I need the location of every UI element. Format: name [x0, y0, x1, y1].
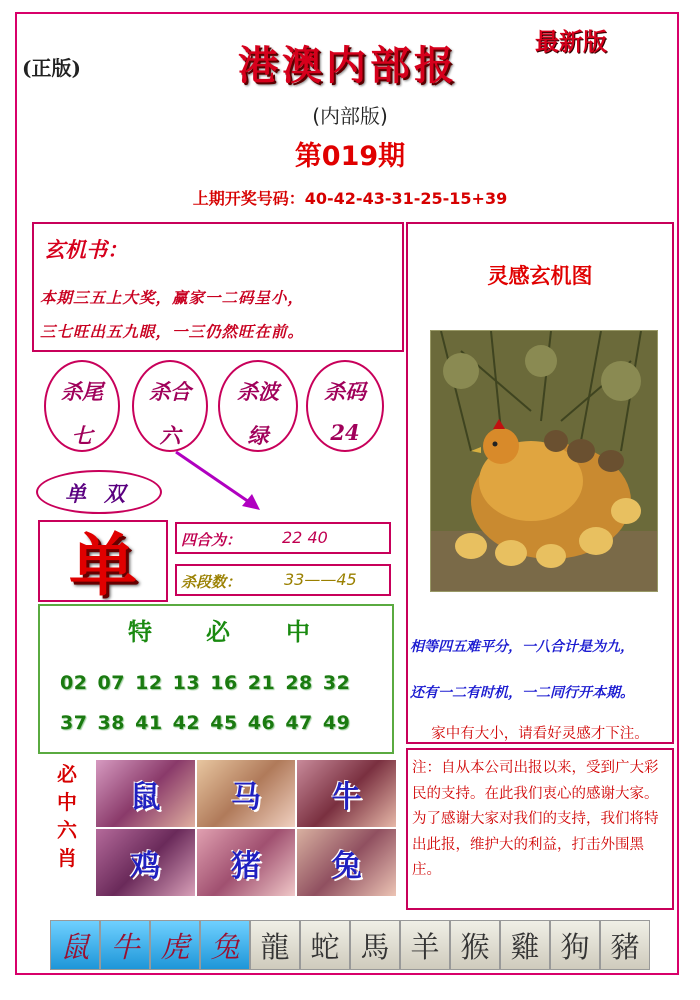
sihe-value: 22 40 [282, 528, 328, 547]
oval-value: 绿 [247, 423, 269, 448]
zodiac-char: 鸡 [130, 848, 161, 884]
zodiac-bar [50, 920, 650, 970]
zodiac-tile: 雞 [500, 920, 550, 970]
note-text: 注：自从本公司出报以来，受到广大彩民的支持。在此我们衷心的感谢大家。为了感谢大家对我们的支持，我们将特出此报，维护大的利益，打击外围黑庄。 [412, 760, 659, 878]
zodiac-char: 兔 [331, 848, 362, 884]
oval-label: 杀波 [237, 379, 279, 404]
danshuang-text: 单双 [65, 481, 143, 506]
oval-label: 杀合 [149, 379, 191, 404]
zhengban-label: (正版) [22, 56, 81, 80]
oval-label: 杀码 [324, 379, 366, 404]
liuxiao-grid [96, 760, 396, 896]
oval-value: 七 [71, 423, 93, 448]
poem-line-1: 相等四五难平分，一八合计是为九， [410, 639, 634, 655]
zodiac-tile: 豬 [600, 920, 650, 970]
xuanji-line-1: 本期三五上大奖，赢家一二码呈小， [40, 288, 305, 307]
subtitle: (内部版) [312, 104, 388, 128]
issue-number: 第019期 [294, 141, 406, 172]
xuanji-line-2: 三七旺出五九眼，一三仍然旺在前。 [40, 322, 305, 341]
shaduanshu-label: 杀段数： [181, 573, 242, 591]
zodiac-tile: 兔 [200, 920, 250, 970]
tip-text: 家中有大小，请看好灵感才下注。 [431, 726, 649, 742]
zodiac-tile: 馬 [350, 920, 400, 970]
zodiac-tile: 虎 [150, 920, 200, 970]
sihe-label: 四合为： [181, 531, 242, 549]
zodiac-cell-horse [197, 760, 296, 827]
label-char: 肖 [57, 846, 77, 870]
bizhong-liuxiao-label [54, 760, 80, 872]
zodiac-cell-pig [197, 829, 296, 896]
label-char: 六 [57, 818, 77, 842]
oval-value: 六 [159, 423, 181, 448]
poem-line-2: 还有一二有时机，一二同行开本期。 [410, 685, 634, 701]
zodiac-tile: 狗 [550, 920, 600, 970]
zodiac-tile: 蛇 [300, 920, 350, 970]
tebizhong-numbers-row-2: 37 38 41 42 45 46 47 49 [60, 712, 351, 734]
zodiac-cell-rooster [96, 829, 195, 896]
shaduanshu-value: 33——45 [284, 570, 357, 589]
page-title: 港澳内部报 [238, 42, 458, 89]
zodiac-cell-ox [297, 760, 396, 827]
zodiac-char: 鼠 [130, 779, 161, 815]
oval-sha-bo [218, 360, 298, 452]
tebizhong-char-3: 中 [286, 617, 310, 646]
zodiac-tile: 猴 [450, 920, 500, 970]
last-draw-numbers: 上期开奖号码：40-42-43-31-25-15+39 [192, 189, 508, 208]
arrow-icon [170, 448, 270, 518]
oval-value: 24 [330, 420, 360, 445]
oval-label: 杀尾 [61, 379, 103, 404]
xuanji-label: 玄机书： [44, 237, 128, 262]
newest-edition-label: 最新版 [535, 27, 607, 56]
label-char: 必 [57, 762, 77, 786]
linggan-title: 灵感玄机图 [487, 263, 593, 288]
zodiac-cell-rabbit [297, 829, 396, 896]
zodiac-tile: 龍 [250, 920, 300, 970]
oval-sha-he [132, 360, 208, 452]
oval-sha-wei [44, 360, 120, 452]
tebizhong-char-1: 特 [128, 617, 152, 646]
zodiac-tile: 牛 [100, 920, 150, 970]
zodiac-char: 猪 [230, 848, 261, 884]
zodiac-tile: 羊 [400, 920, 450, 970]
zodiac-cell-rat [96, 760, 195, 827]
tebizhong-char-2: 必 [206, 617, 230, 646]
label-char: 中 [57, 790, 77, 814]
dan-character: 单 [68, 526, 137, 606]
hen-chicks-photo [430, 330, 658, 592]
zodiac-char: 牛 [331, 779, 362, 815]
tebizhong-numbers-row-1: 02 07 12 13 16 21 28 32 [60, 672, 351, 694]
oval-sha-ma [306, 360, 384, 452]
zodiac-char: 马 [230, 779, 261, 815]
zodiac-tile: 鼠 [50, 920, 100, 970]
